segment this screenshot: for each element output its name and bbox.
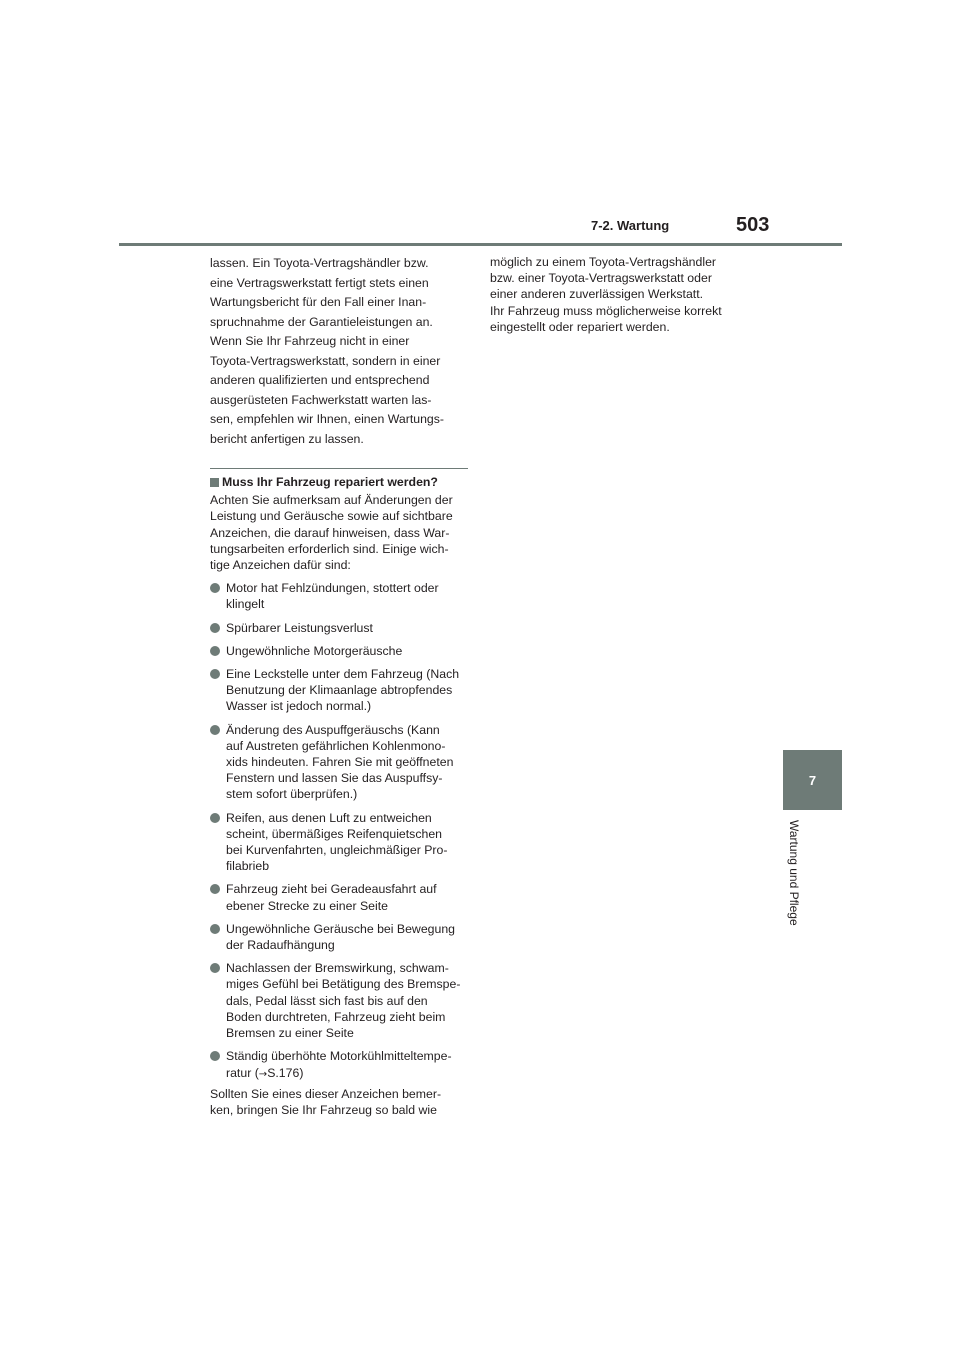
text-line: der Radaufhängung — [226, 938, 335, 953]
text-line: Reifen, aus denen Luft zu entweichen — [226, 810, 432, 825]
text-line: spruchnahme der Garantieleistungen an. — [210, 314, 433, 329]
bullet-dot-icon — [210, 884, 220, 894]
text-line: Achten Sie aufmerksam auf Änderungen der — [210, 493, 453, 508]
chapter-label: Wartung und Pflege — [787, 820, 801, 926]
lead-paragraph — [210, 492, 472, 573]
text-line: Ihr Fahrzeug muss möglicherweise korrekt — [490, 303, 722, 318]
text-line: Boden durchtreten, Fahrzeug zieht beim — [226, 1009, 446, 1024]
page-reference-link[interactable]: S.176) — [267, 1065, 304, 1080]
text-line: Ungewöhnliche Motorgeräusche — [226, 643, 403, 658]
chapter-tab — [783, 750, 842, 810]
list-item — [210, 620, 472, 636]
text-line: Wartungsbericht für den Fall einer Inan- — [210, 295, 427, 309]
list-item — [210, 881, 472, 913]
bullet-dot-icon — [210, 963, 220, 973]
text-line: Bremsen zu einer Seite — [226, 1026, 354, 1041]
text-line: Wenn Sie Ihr Fahrzeug nicht in einer — [210, 334, 410, 348]
text-line: Wasser ist jedoch normal.) — [226, 699, 372, 714]
text-line: ausgerüsteten Fachwerkstatt warten las- — [210, 392, 432, 407]
text-line: klingelt — [226, 597, 265, 612]
text-line: Benutzung der Klimaanlage abtropfendes — [226, 683, 453, 698]
text-line: ebener Strecke zu einer Seite — [226, 898, 389, 913]
intro-paragraph — [210, 254, 472, 449]
text-line: scheint, übermäßiges Reifenquietschen — [226, 826, 443, 841]
text-line: lassen. Ein Toyota-Vertragshändler bzw. — [210, 256, 429, 270]
text-line: Leistung und Geräusche sowie auf sichtbare — [210, 509, 453, 524]
text-line: dals, Pedal lässt sich fast bis auf den — [226, 993, 428, 1008]
text-line: bei Kurvenfahrten, ungleichmäßiger Pro- — [226, 843, 448, 858]
text-line: Anzeichen, die darauf hinweisen, dass War- — [210, 525, 450, 540]
list-item — [210, 1048, 472, 1082]
text-line: tige Anzeichen dafür sind: — [210, 558, 351, 573]
text-line: bzw. einer Toyota-Vertragswerkstatt oder — [490, 271, 712, 286]
text-line: Nachlassen der Bremswirkung, schwam- — [226, 961, 449, 976]
text-line: Toyota-Vertragswerkstatt, sondern in einer — [210, 353, 441, 368]
left-column — [210, 254, 472, 1118]
text-line: auf Austreten gefährlichen Kohlenmono- — [226, 738, 446, 753]
text-line: möglich zu einem Toyota-Vertragshändler — [490, 255, 717, 269]
list-item — [210, 810, 472, 875]
bullet-dot-icon — [210, 646, 220, 656]
right-column — [490, 254, 752, 335]
ref-prefix: ratur ( — [226, 1065, 259, 1080]
list-item — [210, 722, 472, 803]
text-line: Motor hat Fehlzündungen, stottert oder — [226, 581, 439, 596]
section-title: 7-2. Wartung — [591, 218, 670, 233]
list-item — [210, 643, 472, 659]
bullet-dot-icon — [210, 924, 220, 934]
list-item — [210, 921, 472, 953]
text-line: ken, bringen Sie Ihr Fahrzeug so bald wie — [210, 1102, 437, 1117]
warning-signs-list — [210, 580, 472, 1082]
chapter-number: 7 — [808, 772, 817, 788]
text-line: Ungewöhnliche Geräusche bei Bewegung — [226, 921, 456, 936]
text-line: stem sofort überprüfen.) — [226, 787, 358, 802]
text-line: Fenstern und lassen Sie das Auspuffsy- — [226, 771, 443, 786]
bullet-dot-icon — [210, 813, 220, 823]
text-line: xids hindeuten. Fahren Sie mit geöffneten — [226, 755, 454, 770]
text-line: eingestellt oder repariert werden. — [490, 319, 670, 334]
header-rule — [119, 243, 842, 246]
section-divider — [210, 468, 468, 469]
text-line: miges Gefühl bei Betätigung des Bremspe- — [226, 977, 461, 992]
heading-text: Muss Ihr Fahrzeug repariert werden? — [222, 475, 438, 489]
section-heading — [210, 474, 472, 490]
text-line: sen, empfehlen wir Ihnen, einen Wartungs- — [210, 412, 444, 426]
text-line: bericht anfertigen zu lassen. — [210, 431, 364, 446]
list-item — [210, 960, 472, 1041]
text-line: eine Vertragswerkstatt fertigt stets einen — [210, 275, 429, 290]
page-number: 503 — [736, 214, 770, 236]
list-item — [210, 666, 472, 715]
text-line: Eine Leckstelle unter dem Fahrzeug (Nach — [226, 667, 460, 682]
text-line: Spürbarer Leistungsverlust — [226, 620, 373, 635]
square-marker-icon — [210, 478, 219, 487]
text-line: filabrieb — [226, 859, 270, 874]
text-line: Fahrzeug zieht bei Geradeausfahrt auf — [226, 882, 437, 897]
text-line: tungsarbeiten erforderlich sind. Einige wich- — [210, 541, 449, 556]
list-item — [210, 580, 472, 612]
closing-paragraph — [210, 1086, 472, 1118]
text-line: anderen qualifizierten und entsprechend — [210, 373, 430, 387]
text-line — [226, 1065, 472, 1083]
bullet-dot-icon — [210, 583, 220, 593]
arrow-right-icon: → — [258, 1068, 268, 1080]
text-line: Sollten Sie eines dieser Anzeichen bemer- — [210, 1086, 442, 1101]
text-line: Ständig überhöhte Motorkühlmitteltempe- — [226, 1049, 452, 1064]
bullet-dot-icon — [210, 623, 220, 633]
bullet-dot-icon — [210, 669, 220, 679]
text-line: Änderung des Auspuffgeräuschs (Kann — [226, 722, 440, 737]
bullet-dot-icon — [210, 1051, 220, 1061]
text-line: einer anderen zuverlässigen Werkstatt. — [490, 287, 704, 302]
bullet-dot-icon — [210, 725, 220, 735]
